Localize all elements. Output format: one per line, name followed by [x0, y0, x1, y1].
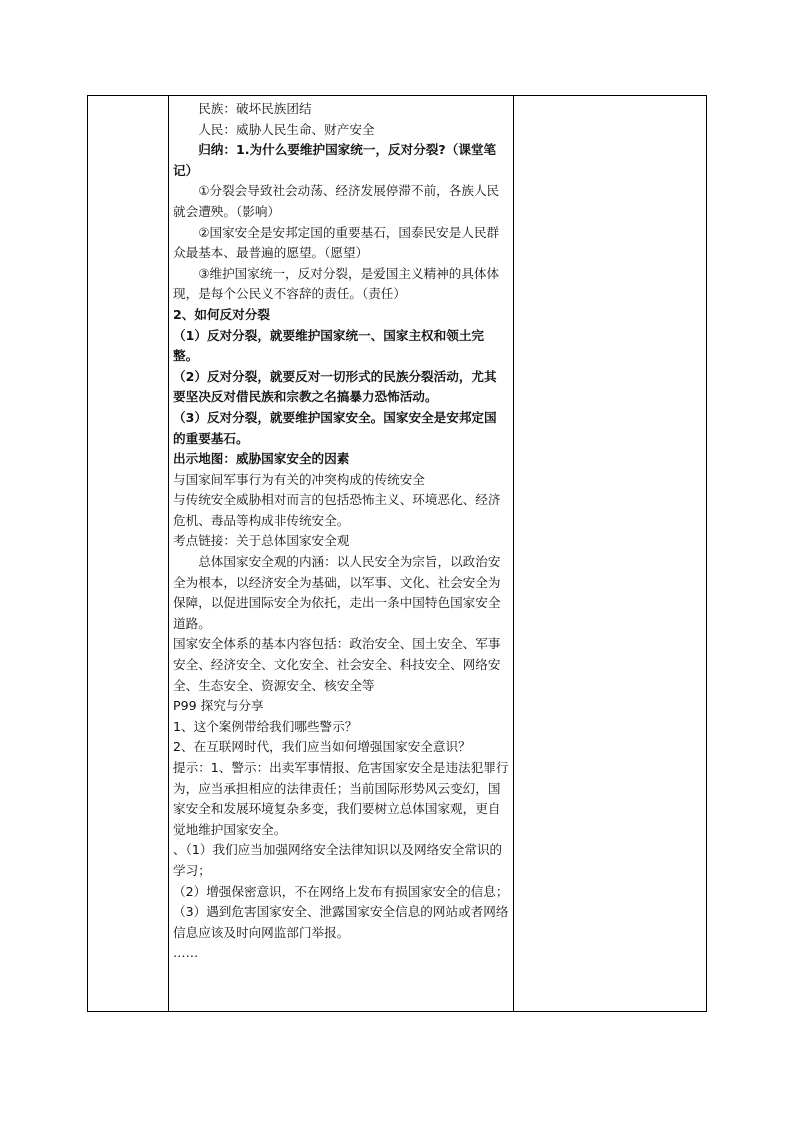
reason-wish: ②国家安全是安邦定国的重要基石，国泰民安是人民群众最基本、最普遍的愿望。（愿望）: [173, 224, 500, 261]
map-heading: 出示地图：威胁国家安全的因素: [173, 451, 350, 467]
question-2: 2、在互联网时代，我们应当如何增强国家安全意识？: [173, 739, 471, 755]
reason-impact: ①分裂会导致社会动荡、经济发展停滞不前，各族人民就会遭殃。（影响）: [173, 183, 500, 219]
reason-duty: ③维护国家统一，反对分裂，是爱国主义精神的具体体现，是每个公民义不容辞的责任。（责任）: [173, 265, 500, 302]
text-line-people: 人民：威胁人民生命、财产安全: [198, 121, 375, 137]
oppose-point-2: （2）反对分裂，就要反对一切形式的民族分裂活动，尤其要坚决反对借民族和宗教之名搞暴力恐怖活动。: [173, 368, 497, 405]
answer-point-2: （2）增强保密意识，不在网络上发布有损国家安全的信息；: [173, 883, 509, 899]
hint-answer: 提示：1、警示：出卖军事情报、危害国家安全是违法犯罪行为，应当承担相应的法律责任；当前国际形势风云变幻，国家安全和发展环境复杂多变，我们要树立总体国家观，更自觉地维护国家安全。: [173, 760, 509, 837]
oppose-point-1: （1）反对分裂，就要维护国家统一、国家主权和领土完整。: [173, 327, 485, 364]
oppose-point-3: （3）反对分裂，就要维护国家安全。国家安全是安邦定国的重要基石。: [173, 409, 497, 446]
exam-link: 考点链接：关于总体国家安全观: [173, 533, 350, 549]
left-column-cell: [88, 96, 169, 1012]
summary-heading: 归纳：1.为什么要维护国家统一，反对分裂?（课堂笔记）: [173, 142, 497, 178]
security-concept: 总体国家安全观的内涵：以人民安全为宗旨，以政治安全为根本，以经济安全为基础，以军事、文化、社会安全为保障，以促进国际安全为依托，走出一条中国特色国家安全道路。: [173, 554, 501, 631]
table-row: [88, 96, 707, 1012]
non-traditional-security: 与传统安全威胁相对而言的包括恐怖主义、环境恶化、经济危机、毒品等构成非传统安全。: [173, 492, 501, 528]
ellipsis: ……: [173, 945, 199, 961]
right-column-cell: [514, 96, 707, 1012]
question-1: 1、这个案例带给我们哪些警示？: [173, 718, 358, 734]
answer-point-3: （3）遇到危害国家安全、泄露国家安全信息的网站或者网络信息应该及时向网监部门举报。: [173, 904, 509, 940]
explore-title: P99 探究与分享: [173, 698, 264, 714]
answer-point-1: 、（1）我们应当加强网络安全法律知识以及网络安全常识的学习；: [173, 842, 503, 878]
text-line-ethnic: 民族：破坏民族团结: [198, 101, 312, 116]
traditional-security: 与国家间军事行为有关的冲突构成的传统安全: [173, 471, 425, 487]
section-heading-oppose: 2、如何反对分裂: [173, 306, 270, 322]
content-column-cell: [169, 96, 514, 1012]
lesson-content: [169, 96, 513, 964]
lesson-table: [87, 95, 707, 1012]
security-system: 国家安全体系的基本内容包括：政治安全、国土安全、军事安全、经济安全、文化安全、社会安全、科技安全、网络安全、生态安全、资源安全、核安全等: [173, 636, 501, 693]
